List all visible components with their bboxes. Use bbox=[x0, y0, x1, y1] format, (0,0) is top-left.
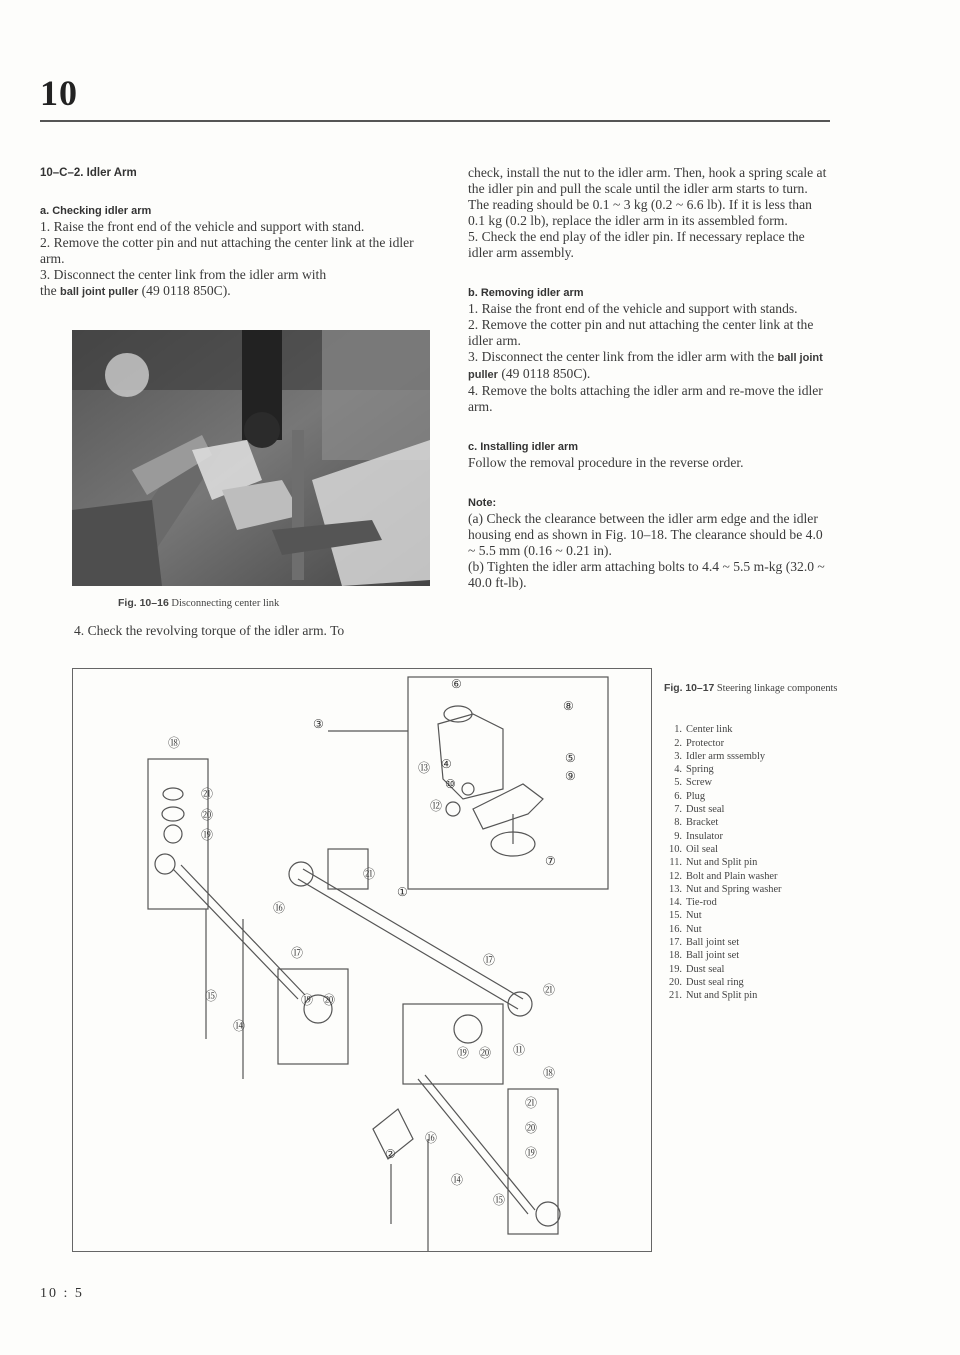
legend-number: 1. bbox=[674, 724, 682, 736]
callout-14-left: ⑭ bbox=[233, 1019, 246, 1033]
legend-text: Ball joint set bbox=[686, 950, 740, 962]
legend-item bbox=[664, 923, 837, 936]
legend-text: Screw bbox=[686, 777, 712, 789]
legend-item bbox=[664, 816, 837, 829]
legend-item bbox=[664, 723, 837, 736]
legend-text: Ball joint set bbox=[686, 937, 740, 949]
legend-number: 3. bbox=[674, 750, 682, 762]
legend-number: 8. bbox=[674, 817, 682, 829]
figure-16-text: Disconnecting center link bbox=[171, 598, 280, 609]
callout-14-right: ⑭ bbox=[451, 1173, 464, 1187]
right-column bbox=[468, 165, 830, 591]
legend-item bbox=[664, 750, 837, 763]
left-column-top bbox=[40, 165, 418, 300]
callout-8: ⑧ bbox=[563, 699, 574, 713]
callout-16-left: ⑯ bbox=[273, 901, 286, 915]
legend-number: 18. bbox=[669, 950, 682, 962]
legend-item bbox=[664, 830, 837, 843]
removing-step-1: 1. Raise the front end of the vehicle and support with stands. bbox=[468, 301, 798, 316]
callout-21-right: ㉑ bbox=[543, 983, 556, 997]
legend-item bbox=[664, 989, 837, 1002]
legend-item bbox=[664, 737, 837, 750]
legend-item bbox=[664, 949, 837, 962]
checking-step-3: 3. Disconnect the center link from the idler arm with bbox=[40, 267, 327, 282]
legend-number: 15. bbox=[669, 910, 682, 922]
checking-step-2: 2. Remove the cotter pin and nut attaching the center link at the idler arm. bbox=[40, 235, 414, 266]
callout-20-mid: ⑳ bbox=[323, 993, 336, 1007]
legend-number: 5. bbox=[674, 777, 682, 789]
removing-step-3: 3. Disconnect the center link from the idler arm with the ball joint puller (49 0118 850C). bbox=[468, 349, 823, 381]
note-heading: Note: bbox=[468, 497, 497, 509]
callout-21-mid: ㉑ bbox=[363, 867, 376, 881]
callout-15-right: ⑮ bbox=[493, 1193, 506, 1207]
continuation-text: check, install the nut to the idler arm. Then, hook a spring scale at the idler pin and pull the scale until the idler arm starts to turn. bbox=[468, 165, 827, 196]
legend-item bbox=[664, 763, 837, 776]
chapter-number: 10 bbox=[40, 73, 78, 113]
legend-number: 16. bbox=[669, 923, 682, 935]
callout-2: ② bbox=[385, 1147, 396, 1161]
disconnecting-center-link-photo bbox=[72, 330, 430, 586]
callout-6: ⑥ bbox=[451, 677, 462, 691]
step-4-start: 4. Check the revolving torque of the idler arm. To bbox=[74, 623, 345, 638]
legend-item bbox=[664, 843, 837, 856]
callout-16-right: ⑯ bbox=[425, 1131, 438, 1145]
legend-number: 7. bbox=[674, 804, 682, 816]
figure-17-caption bbox=[664, 682, 837, 695]
callout-1: ① bbox=[397, 885, 408, 899]
legend-item bbox=[664, 883, 837, 896]
steering-linkage-diagram bbox=[72, 668, 652, 1252]
legend-text: Dust seal bbox=[686, 804, 725, 816]
checking-step-3-tail: the ball joint puller (49 0118 850C). bbox=[40, 283, 231, 298]
legend-number: 11. bbox=[669, 857, 682, 869]
legend-item bbox=[664, 963, 837, 976]
callout-19-mid: ⑲ bbox=[301, 993, 314, 1007]
legend-text: Bolt and Plain washer bbox=[686, 870, 778, 882]
legend-number: 9. bbox=[674, 830, 682, 842]
legend-number: 6. bbox=[674, 790, 682, 802]
figure-16-caption bbox=[118, 597, 438, 609]
figure-17-legend bbox=[664, 682, 837, 1003]
removing-step-4: 4. Remove the bolts attaching the idler arm and re-move the idler arm. bbox=[468, 383, 823, 414]
callout-12: ⑫ bbox=[430, 799, 443, 813]
legend-number: 12. bbox=[669, 870, 682, 882]
legend-text: Dust seal ring bbox=[686, 976, 744, 988]
legend-text: Bracket bbox=[686, 817, 719, 829]
legend-number: 10. bbox=[669, 843, 682, 855]
callout-13: ⑬ bbox=[418, 761, 431, 775]
callout-5: ⑤ bbox=[565, 751, 576, 765]
callout-20-box: ⑳ bbox=[525, 1121, 538, 1135]
legend-text: Insulator bbox=[686, 830, 723, 842]
callout-21-box: ㉑ bbox=[525, 1096, 538, 1110]
legend-number: 4. bbox=[674, 764, 682, 776]
legend-item bbox=[664, 909, 837, 922]
legend-text: Idler arm sssembly bbox=[686, 750, 766, 762]
legend-text: Spring bbox=[686, 764, 714, 776]
legend-text: Nut bbox=[686, 923, 702, 935]
legend-item bbox=[664, 976, 837, 989]
legend-number: 21. bbox=[669, 990, 682, 1002]
callout-20-right: ⑳ bbox=[479, 1046, 492, 1060]
callout-19-left: ⑲ bbox=[201, 828, 214, 842]
page-number: 10 : 5 bbox=[40, 1286, 84, 1301]
callout-4: ④ bbox=[441, 757, 452, 771]
legend-list bbox=[664, 723, 837, 1002]
installing-heading: c. Installing idler arm bbox=[468, 441, 579, 453]
legend-number: 13. bbox=[669, 883, 682, 895]
note-b: (b) Tighten the idler arm attaching bolts to 4.4 ~ 5.5 m-kg (32.0 ~ 40.0 ft-lb). bbox=[468, 559, 825, 590]
checking-heading: a. Checking idler arm bbox=[40, 205, 152, 217]
legend-text: Nut and Split pin bbox=[686, 990, 758, 1002]
legend-item bbox=[664, 870, 837, 883]
legend-text: Oil seal bbox=[686, 843, 719, 855]
callout-7: ⑦ bbox=[545, 854, 556, 868]
callout-9: ⑨ bbox=[565, 769, 576, 783]
reading-text: The reading should be 0.1 ~ 3 kg (0.2 ~ 6.6 lb). If it is less than 0.1 kg (0.2 lb), replace the idler arm in its assembled form. bbox=[468, 197, 812, 228]
figure-17-title: Steering linkage components bbox=[716, 683, 838, 694]
note-a: (a) Check the clearance between the idler arm edge and the idler housing end as shown in Fig. 10–18. The clearance should be 4.0 ~ 5.5 mm (0.16 ~ 0.21 in). bbox=[468, 511, 823, 558]
callout-19-box: ⑲ bbox=[525, 1146, 538, 1160]
legend-number: 19. bbox=[669, 963, 682, 975]
tool-name: ball joint puller bbox=[468, 352, 823, 381]
step-5-text: 5. Check the end play of the idler pin. If necessary replace the idler arm assembly. bbox=[468, 229, 805, 260]
callout-17-right: ⑰ bbox=[483, 953, 496, 967]
callout-11: ⑪ bbox=[513, 1043, 526, 1057]
legend-item bbox=[664, 936, 837, 949]
callout-21-left: ㉑ bbox=[201, 787, 214, 801]
removing-heading: b. Removing idler arm bbox=[468, 287, 584, 299]
legend-item bbox=[664, 896, 837, 909]
legend-text: Center link bbox=[686, 724, 733, 736]
legend-item bbox=[664, 856, 837, 869]
legend-number: 20. bbox=[669, 976, 682, 988]
checking-step-1: 1. Raise the front end of the vehicle and support with stand. bbox=[40, 219, 365, 234]
figure-17-label: Fig. 10–17 bbox=[664, 683, 715, 694]
callout-3: ③ bbox=[313, 717, 324, 731]
legend-text: Dust seal bbox=[686, 963, 725, 975]
legend-text: Tie-rod bbox=[686, 897, 717, 909]
legend-text: Protector bbox=[686, 737, 725, 749]
tool-name: ball joint puller bbox=[60, 286, 139, 298]
header-rule bbox=[40, 120, 830, 122]
callout-15-left: ⑮ bbox=[205, 989, 218, 1003]
callout-10: ⑩ bbox=[445, 777, 456, 791]
callout-20-left: ⑳ bbox=[201, 808, 214, 822]
section-title: 10–C–2. Idler Arm bbox=[40, 167, 137, 179]
legend-number: 17. bbox=[669, 937, 682, 949]
legend-text: Nut bbox=[686, 910, 702, 922]
figure-16-label: Fig. 10–16 bbox=[118, 597, 169, 609]
legend-text: Plug bbox=[686, 790, 706, 802]
callout-18: ⑱ bbox=[168, 736, 181, 750]
callout-19-right: ⑲ bbox=[457, 1046, 470, 1060]
removing-step-2: 2. Remove the cotter pin and nut attaching the center link at the idler arm. bbox=[468, 317, 814, 348]
installing-text: Follow the removal procedure in the reverse order. bbox=[468, 455, 744, 470]
legend-number: 14. bbox=[669, 897, 682, 909]
legend-item bbox=[664, 776, 837, 789]
legend-text: Nut and Split pin bbox=[686, 857, 758, 869]
legend-number: 2. bbox=[674, 737, 682, 749]
legend-item bbox=[664, 790, 837, 803]
callout-17-left: ⑰ bbox=[291, 946, 304, 960]
callout-18-right: ⑱ bbox=[543, 1066, 556, 1080]
legend-item bbox=[664, 803, 837, 816]
legend-text: Nut and Spring washer bbox=[686, 883, 782, 895]
